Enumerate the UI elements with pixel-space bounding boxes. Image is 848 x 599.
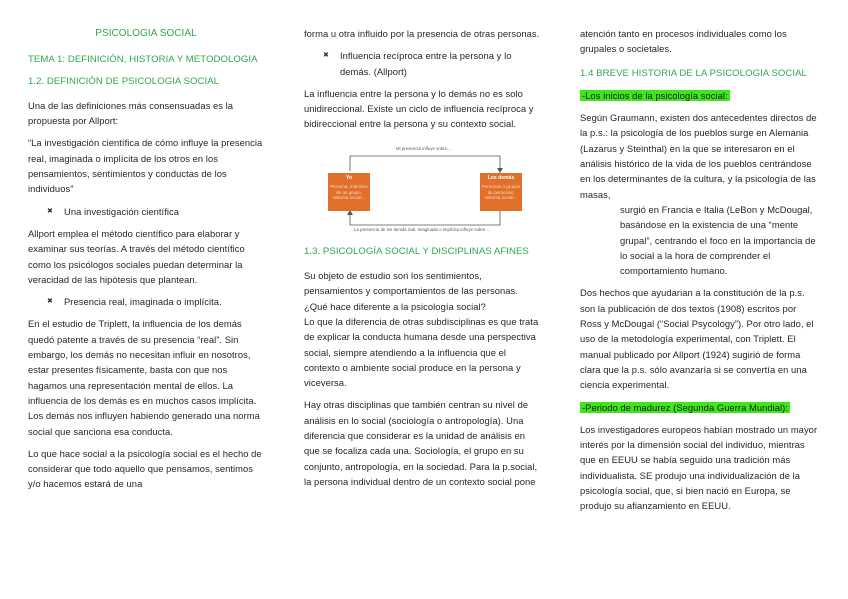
- paragraph: Hay otras disciplinas que también centran su nivel de análisis en lo social (sociología o antropología). Una diferencia que considerar es la unidad de análisis en que se focaliza cada una. Sociología, el grupo en su conjunto, antropología, en la sociedad. Para la p.social, la persona individual dentro de un contexto social pone: [304, 399, 538, 487]
- bullet-item: ✖ Influencia recíproca entre la persona y lo demás. (Allport): [340, 48, 542, 79]
- paragraph: Lo que la diferencia de otras subdisciplinas es que trata de explicar la conducta humana desde una perspectiva social, siempre atendiendo a la influencia que el contexto o ambiente social produce en la persona y viceversa.: [304, 315, 539, 389]
- bullet-item: ✖ Una investigación científica: [64, 204, 264, 219]
- diagram-box-yo: [328, 173, 370, 211]
- bullet-item: ✖ Presencia real, imaginada o implícita.: [64, 294, 264, 309]
- paragraph: Allport emplea el método científico para elaborar y examinar sus teorías. A través del método científico como los psicólogos sociales puedan determinar la veracidad de las hipótesis que plantean.: [28, 227, 245, 285]
- paragraph: Su objeto de estudio son los sentimientos, pensamientos y comportamientos de las personas. ¿Qué hace diferente a la psicología social?: [304, 270, 518, 312]
- paragraph: [580, 202, 820, 278]
- paragraph: Dos hechos que ayudarian a la constitución de la p.s. son la publicación de dos textos (1908) escritos por Ross y McDougal (“Social Psycology”). Por otro lado, el uso de la metodología experimental, con Triplett. El manual publicado por Allport (1924) sugirió de forma clara que la p.s. sólo avanzaría si se convertía en una ciencia experimental.: [580, 287, 814, 391]
- paragraph: Una de las definiciones más consensuadas es la propuesta por Allport:: [28, 99, 234, 127]
- bullet-list: [28, 204, 264, 219]
- column-3: [580, 26, 820, 521]
- tema-heading: TEMA 1: DEFINICIÓN, HISTORIA Y METODOLOGIA: [28, 54, 258, 66]
- paragraph-continuation: surgió en Francia e Italia (LeBon y McDougal, basándose en la existencia de una “mente grupal”, centrando el foco en la importancia de lo social a la hora de comprender el comportamiento humano.: [620, 203, 816, 277]
- column-1: [28, 26, 264, 499]
- bullet-list: [28, 294, 264, 309]
- document-title: PSICOLOGIA SOCIAL: [95, 28, 197, 39]
- paragraph: Los investigadores europeos habían mostrado un mayor interés por la dimensión social del individuo, mientras que en EEUU se había seguido una tradición más individualista. SE produjo una individualización de la psicología social, que, si bien nació en Europa, se produjo su afianzamiento en EEUU.: [580, 423, 818, 512]
- diagram-box-subtitle: Persona, miembro de un grupo, sistema social...: [330, 184, 368, 201]
- diagram-box-title: Yo: [345, 174, 353, 181]
- section-heading-1-3: 1.3. PSICOLOGÍA SOCIAL Y DISCIPLINAS AFINES: [304, 245, 529, 257]
- paragraph: En el estudio de Triplett, la influencia de los demás quedó patente a través de su presencia “real”. Sin embargo, los demás no necesitan influir en nosotros, estar presentes físicamente, basta con que nos hagamos una representación mental de ellos. La influencia de los demás es en muchos casos implícita. Los demás nos influyen habiendo generado una norma social que sanciona esa conducta.: [28, 318, 260, 437]
- paragraph: La influencia entre la persona y lo demás no es solo unidireccional. Existe un ciclo de influencia recíproca y bidireccional entre la persona y su contexto social.: [304, 87, 534, 130]
- section-heading-1-2: 1.2. DEFINICIÓN DE PSICOLOGIA SOCIAL: [28, 75, 220, 87]
- diagram-top-label: Mi presencia influye sobre...: [396, 145, 451, 151]
- column-2: [304, 26, 542, 496]
- quote: “La investigación científica de cómo influye la presencia real, imaginada o implícita de los otros en los pensamientos, sentimientos y conductas de los individuos”: [28, 137, 263, 195]
- highlighted-subheading: -Periodo de madurez (Segunda Guerra Mundial):: [582, 401, 789, 413]
- paragraph: Según Graumann, existen dos antecedentes directos de la p.s.: la psicología de los pueblos surge en Alemania (Lazarus y Steinthal) en la que se interesaron en el análisis histórico de la vida de los pueblos centrándose en los determinantes de la cultura, y la psicología de las masas,: [580, 112, 817, 200]
- bullet-list: [304, 48, 542, 79]
- diagram-box-subtitle: Personas o grupos de personas, sistema social...: [481, 184, 521, 201]
- paragraph: Lo que hace social a la psicología social es el hecho de considerar que todo aquello que pensamos, sentimos y/o hacemos estará de una: [28, 447, 262, 490]
- paragraph: forma u otra influido por la presencia de otras personas.: [304, 28, 540, 39]
- highlighted-subheading: -Los inicios de la psicología social:: [582, 89, 728, 101]
- diagram-bottom-label: La presencia de los demás real, imaginada o implícita influye sobre...: [354, 226, 490, 232]
- influence-diagram: [308, 139, 544, 235]
- paragraph: atención tanto en procesos individuales como los grupales o societales.: [580, 28, 787, 55]
- diagram-box-title: Los demás: [487, 174, 515, 181]
- diagram-box-los-demas: [480, 173, 522, 211]
- section-heading-1-4: 1.4 BREVE HISTORIA DE LA PSICOLOGIA SOCIAL: [580, 67, 807, 79]
